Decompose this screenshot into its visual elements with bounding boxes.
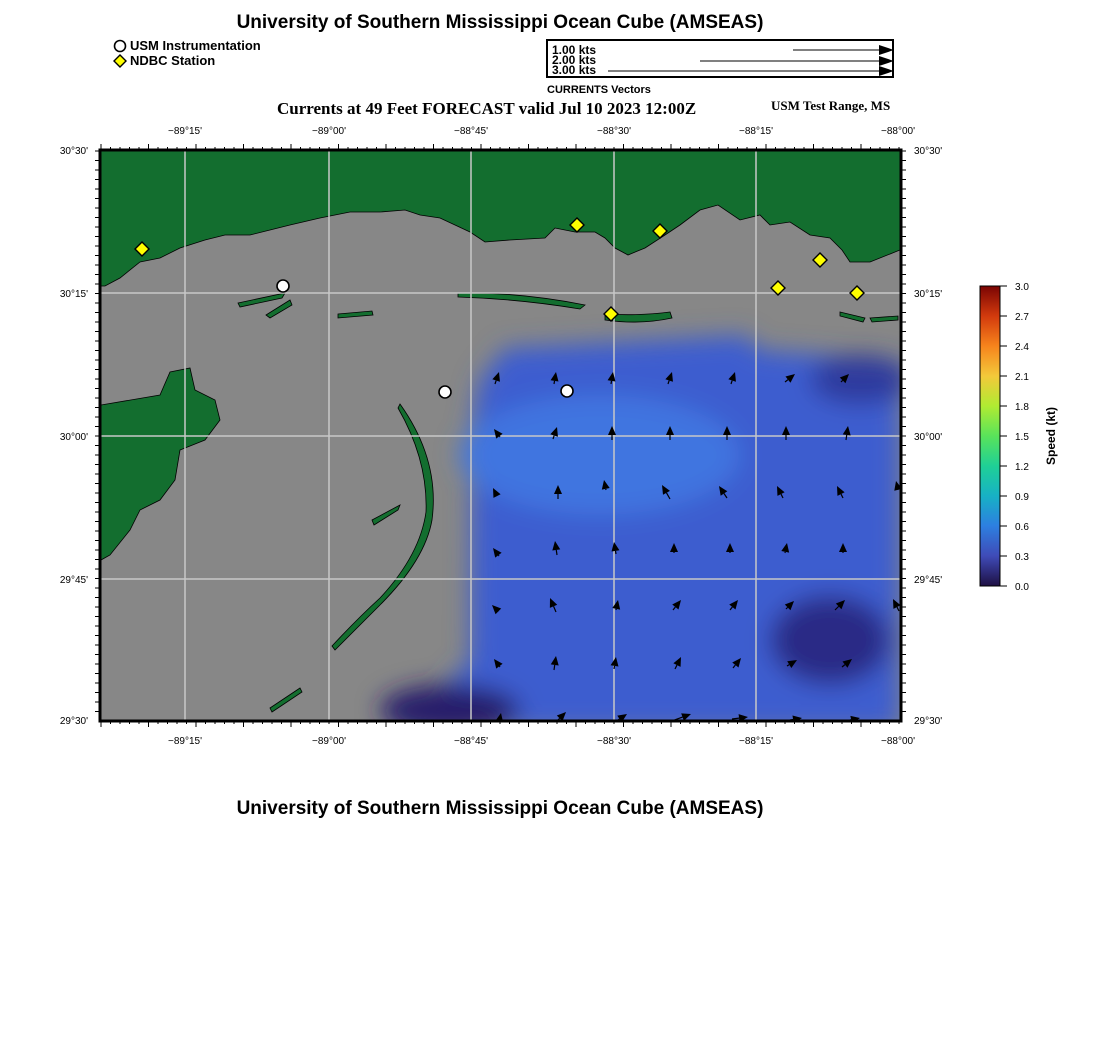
legend-usm-label: USM Instrumentation [130,38,261,53]
lon-labels-top [168,126,915,137]
colorbar-tick: 1.8 [1015,402,1029,413]
lat-label: 30°00' [59,432,88,443]
lon-label: −88°00' [881,736,915,747]
location-label: USM Test Range, MS [771,98,891,113]
colorbar-tick: 1.5 [1015,432,1029,443]
lon-label: −89°00' [312,126,346,137]
colorbar-tick: 2.1 [1015,372,1029,383]
lon-labels-bottom [168,736,915,747]
lon-label: −88°00' [881,126,915,137]
colorbar-label: Speed (kt) [1044,406,1058,466]
lat-label: 30°15' [914,289,943,300]
lat-label: 30°15' [59,289,88,300]
colorbar-tick-labels [1015,282,1029,593]
colorbar-tick: 3.0 [1015,282,1029,293]
colorbar-tick: 2.4 [1015,342,1029,353]
lat-label: 30°00' [914,432,943,443]
vector-key-row-3: 3.00 kts [552,63,597,77]
lat-label: 30°30' [914,146,943,157]
lat-label: 29°30' [914,716,943,727]
lon-label: −88°15' [739,736,773,747]
lon-label: −89°15' [168,126,202,137]
lat-labels-right [914,146,942,727]
lat-label: 30°30' [59,146,88,157]
usm-instrument-marker[interactable] [439,386,451,398]
lon-label: −88°30' [597,736,631,747]
colorbar-tick: 2.7 [1015,312,1029,323]
vector-key-row-2: 2.00 kts [552,53,597,67]
lon-label: −89°15' [168,736,202,747]
lat-labels-left [60,146,88,727]
colorbar-tick: 0.0 [1015,582,1029,593]
usm-instrument-marker[interactable] [277,280,289,292]
legend-ndbc-label: NDBC Station [130,53,216,68]
colorbar-tick: 0.3 [1015,552,1029,563]
lat-label: 29°30' [59,716,88,727]
page-title: University of Southern Mississippi Ocean Cube (AMSEAS) [236,12,764,33]
lat-label: 29°45' [59,575,88,586]
colorbar-tick: 0.6 [1015,522,1029,533]
vector-key-caption: CURRENTS Vectors [547,84,651,96]
lon-label: −88°45' [454,736,488,747]
lon-label: −89°00' [312,736,346,747]
colorbar [980,282,1058,593]
colorbar-tick: 1.2 [1015,462,1029,473]
usm-instrument-marker[interactable] [561,385,573,397]
vector-key-row-1: 1.00 kts [552,43,597,57]
lon-label: −88°15' [739,126,773,137]
colorbar-gradient [980,286,1000,586]
map-subtitle: Currents at 49 Feet FORECAST valid Jul 10 2023 12:00Z [277,99,697,118]
colorbar-tick: 0.9 [1015,492,1029,503]
lon-label: −88°30' [597,126,631,137]
lat-label: 29°45' [914,575,943,586]
lon-label: −88°45' [454,126,488,137]
footer-title: University of Southern Mississippi Ocean Cube (AMSEAS) [236,798,764,819]
